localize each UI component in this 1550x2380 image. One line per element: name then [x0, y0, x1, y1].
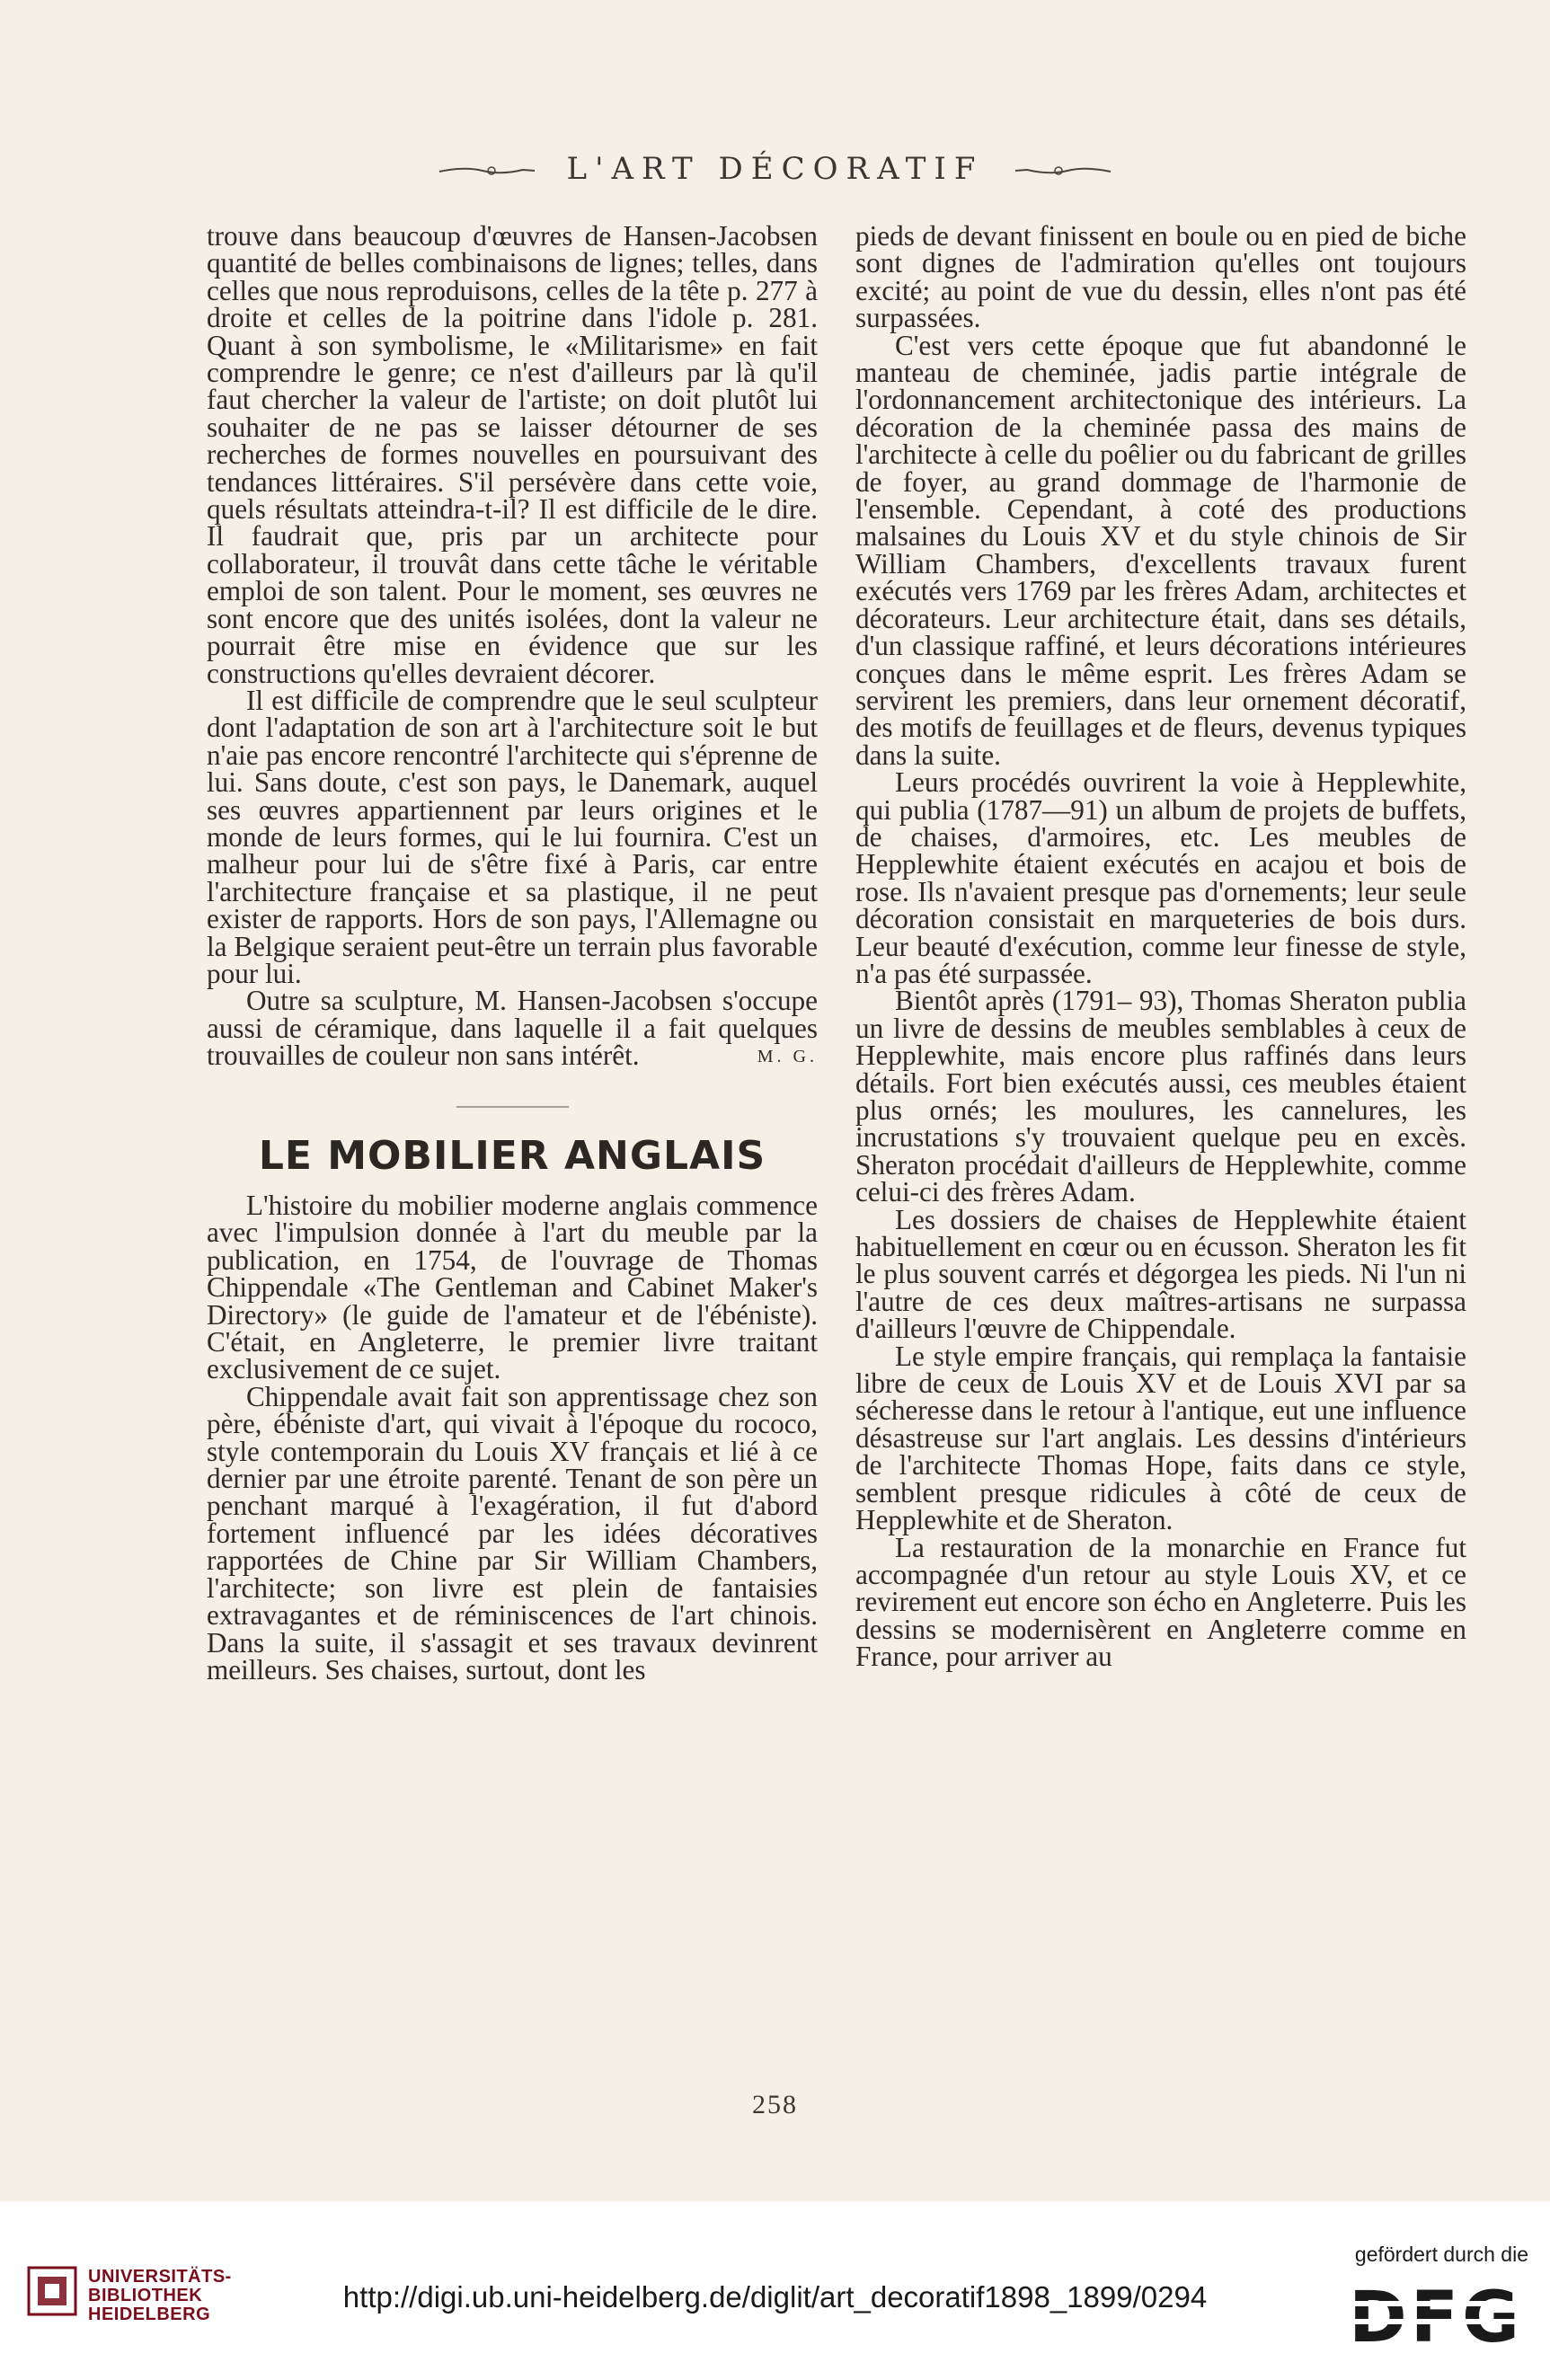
left-column	[207, 220, 818, 1685]
paragraph: L'histoire du mobilier moderne anglais commence avec l'impulsion donnée à l'art du meuble par la publication, en 1754, de l'ouvrage de Thomas Chippendale «The Gentleman and Cabinet Maker's Directory» (le guide de l'amateur et de l'ébéniste). C'était, en Angleterre, le premier livre traitant exclusivement de ce sujet.	[207, 1190, 818, 1385]
paragraph: La restauration de la monarchie en France fut accompagnée d'un retour au style Louis XV, et ce revirement eut encore son écho en Angleterre. Puis les dessins se modernisèrent en Angleterre comme en France, pour arriver au	[855, 1531, 1466, 1673]
paragraph: Il est difficile de comprendre que le seul sculpteur dont l'adaptation de son art à l'architecture soit le but n'aie pas encore rencontré l'architecte qui s'éprenne de lui. Sans doute, c'est son pays, le Danemark, auquel ses œuvres appartiennent par leurs origines et le monde de leurs formes, qui le lui fournira. C'est un malheur pour lui de s'être fixé à Paris, car entre l'architecture française et sa plastique, il ne peut exister de rapports. Hors de son pays, l'Allemagne ou la Belgique seraient peut-être un terrain plus favorable pour lui.	[207, 684, 818, 989]
svg-text:DFG: DFG	[1349, 2278, 1524, 2350]
funding-caption: gefördert durch die	[1354, 2243, 1528, 2266]
right-column	[855, 220, 1466, 1673]
paragraph: Les dossiers de chaises de Hepplewhite étaient habituellement en cœur ou en écusson. Sheraton les fit le plus souvent carrés et dégorgea les pieds. Ni l'un ni l'autre de ces deux maîtres-artisans ne surpassa d'ailleurs l'œuvre de Chippendale.	[855, 1203, 1466, 1345]
ornament-right-icon	[1014, 164, 1112, 177]
section-title: LE MOBILIER ANGLAIS	[258, 1133, 766, 1179]
paragraph: trouve dans beaucoup d'œuvres de Hansen-Jacobsen quantité de belles combinaisons de lignes; telles, dans celles que nous reproduisons, celles de la tête p. 277 à droite et celles de la poitrine dans l'idole p. 281. Quant à son symbolisme, le «Militarisme» en fait comprendre le genre; ce n'est d'ailleurs par là qu'il faut chercher la valeur de l'artiste; on doit plutôt lui souhaiter de ne pas se laisser détourner de ses recherches de formes nouvelles en poursuivant des tendances littéraires. S'il persévère dans cette voie, quels résultats atteindra-t-il? Il est difficile de le dire. Il faudrait que, pris par un architecte pour collaborateur, il trouvât dans cette tâche le véritable emploi de son talent. Pour le moment, ses œuvres ne sont encore que des unités isolées, dont la valeur ne pourrait être mise en évidence que sur les constructions qu'elles devraient décorer.	[207, 220, 818, 689]
paragraph: Outre sa sculpture, M. Hansen-Jacobsen s'occupe aussi de céramique, dans laquelle il a fait quelques trouvailles de couleur non sans intérêt.	[207, 985, 818, 1072]
footer-bar	[0, 2201, 1550, 2380]
running-head	[0, 151, 1550, 187]
institution-name: UNIVERSITÄTS- BIBLIOTHEK HEIDELBERG	[88, 2267, 232, 2324]
paragraph: pieds de devant finissent en boule ou en pied de biche sont dignes de l'admiration qu'elles ont toujours excité; au point de vue du dessin, elles n'ont pas été surpassées.	[855, 220, 1466, 334]
paragraph: Leurs procédés ouvrirent la voie à Hepplewhite, qui publia (1787—91) un album de projets de buffets, de chaises, d'armoires, etc. Les meubles de Hepplewhite étaient exécutés en acajou et bois de rose. Ils n'avaient presque pas d'ornements; leur seule décoration consistait en marqueteries de bois durs. Leur beauté d'exécution, comme leur finesse de style, n'a pas été surpassée.	[855, 766, 1466, 989]
running-head-title: L'ART DÉCORATIF	[566, 151, 984, 187]
page-number: 258	[752, 2090, 798, 2119]
paragraph: Bientôt après (1791– 93), Thomas Sheraton publia un livre de dessins de meubles semblables à ceux de Hepplewhite, mais encore plus raffinés dans leurs détails. Fort bien exécutés aussi, ces meubles étaient plus ornés; les moulures, les cannelures, les incrustations s'y trouvaient quelque peu en excès. Sheraton procédait d'ailleurs de Hepplewhite, comme celui-ci des frères Adam.	[855, 985, 1466, 1208]
author-signature: M. G.	[757, 1046, 818, 1066]
paragraph: Le style empire français, qui remplaça la fantaisie libre de ceux de Louis XV et de Louis XVI par sa sécheresse dans le retour à l'antique, eut une influence désastreuse sur l'art anglais. Les dessins d'intérieurs de l'architecte Thomas Hope, faits dans ce style, semblent presque ridicules à côté de ceux de Hepplewhite et de Sheraton.	[855, 1340, 1466, 1536]
section-divider	[456, 1106, 569, 1108]
permalink-url[interactable]: http://digi.ub.uni-heidelberg.de/diglit/art_decoratif1898_1899/0294	[342, 2280, 1208, 2314]
ornament-left-icon	[438, 164, 536, 177]
dfg-logo-icon	[1345, 2277, 1525, 2350]
paragraph: C'est vers cette époque que fut abandonné le manteau de cheminée, jadis partie intégrale de l'ordonnancement architectonique des intérieurs. La décoration de la cheminée passa des mains de l'architecte à celle du poêlier ou du fabricant de grilles de foyer, au grand dommage de l'harmonie de l'ensemble. Cependant, à coté des productions malsaines du Louis XV et du style chinois de Sir William Chambers, d'excellents travaux furent exécutés vers 1769 par les frères Adam, architectes et décorateurs. Leur architecture était, dans ses détails, d'un classique raffiné, et leurs décorations intérieures conçues dans le même esprit. Les frères Adam se servirent les premiers, dans leur ornement décoratif, des motifs de feuillages et de fleurs, devenus typiques dans la suite.	[855, 329, 1466, 771]
paragraph: Chippendale avait fait son apprentissage chez son père, ébéniste d'art, qui vivait à l'époque du rococo, style contemporain du Louis XV français et lié à ce dernier par une étroite parenté. Tenant de son père un penchant marqué à l'exagération, il fut d'abord fortement influencé par les idées décoratives rapportées de Chine par Sir William Chambers, l'architecte; son livre est plein de fantaisies extravagantes et de réminiscences de l'art chinois. Dans la suite, il s'assagit et ses travaux devinrent meilleurs. Ses chaises, surtout, dont les	[207, 1380, 818, 1685]
